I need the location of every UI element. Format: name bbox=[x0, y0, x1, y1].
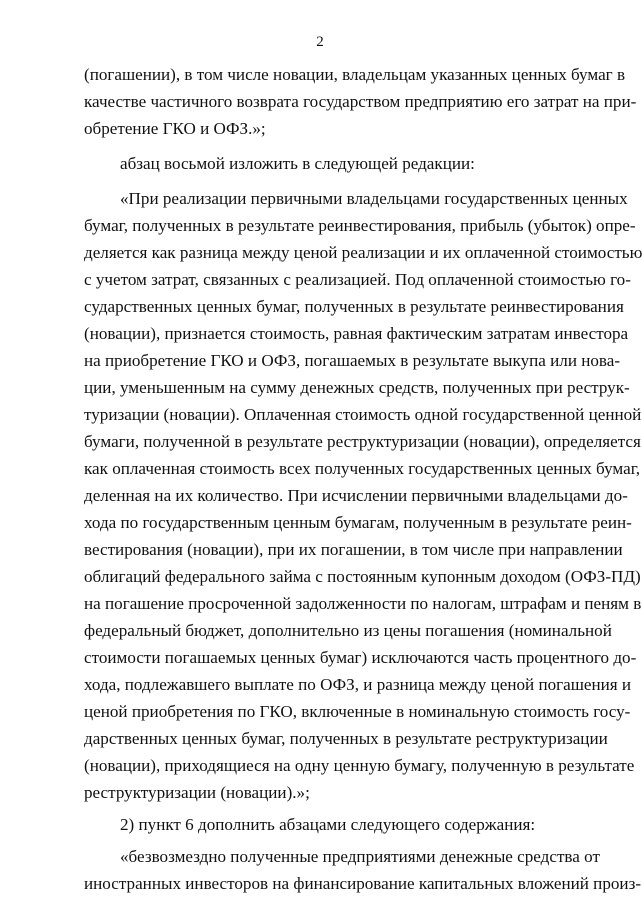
document-body bbox=[84, 61, 642, 897]
text-line: (новации), признается стоимость, равная фактическим затратам инвестора bbox=[84, 324, 629, 343]
text-line: хода по государственным ценным бумагам, полученным в результате реин- bbox=[84, 513, 632, 532]
text-line: «безвозмездно полученные предприятиями денежные средства от bbox=[120, 847, 600, 866]
text-line: (погашении), в том числе новации, владельцам указанных ценных бумаг в bbox=[84, 65, 626, 84]
text-line: облигаций федерального займа с постоянным купонным доходом (ОФЗ-ПД) bbox=[84, 567, 641, 586]
text-line: дарственных ценных бумаг, полученных в результате реструктуризации bbox=[84, 729, 608, 748]
text-line: (новации), приходящиеся на одну ценную бумагу, полученную в результате bbox=[84, 756, 635, 775]
text-line: «При реализации первичными владельцами государственных ценных bbox=[120, 189, 628, 208]
text-line: федеральный бюджет, дополнительно из цены погашения (номинальной bbox=[84, 621, 612, 640]
text-line: обретение ГКО и ОФЗ.»; bbox=[84, 119, 266, 138]
text-line: ценой приобретения по ГКО, включенные в номинальную стоимость госу- bbox=[84, 702, 631, 721]
text-line: качестве частичного возврата государством предприятию его затрат на при- bbox=[84, 92, 637, 111]
text-line: деленная на их количество. При исчислении первичными владельцами до- bbox=[84, 486, 628, 505]
text-line: бумаги, полученной в результате реструктуризации (новации), определяется bbox=[84, 432, 641, 451]
text-line: на приобретение ГКО и ОФЗ, погашаемых в результате выкупа или нова- bbox=[84, 351, 621, 370]
text-line: стоимости погашаемых ценных бумаг) исключаются часть процентного до- bbox=[84, 648, 637, 667]
text-line: абзац восьмой изложить в следующей редакции: bbox=[120, 154, 475, 173]
text-line: туризации (новации). Оплаченная стоимость одной государственной ценной bbox=[84, 405, 642, 424]
page-number: 2 bbox=[316, 34, 324, 50]
text-line: бумаг, полученных в результате реинвестирования, прибыль (убыток) опре- bbox=[84, 216, 636, 235]
text-line: деляется как разница между ценой реализации и их оплаченной стоимостью bbox=[84, 243, 642, 262]
text-line: как оплаченная стоимость всех полученных государственных ценных бумаг, bbox=[84, 459, 641, 478]
text-line: 2) пункт 6 дополнить абзацами следующего содержания: bbox=[120, 815, 536, 834]
text-line: ции, уменьшенным на сумму денежных средств, полученных при реструк- bbox=[84, 378, 630, 397]
text-line: иностранных инвесторов на финансирование капитальных вложений произ- bbox=[84, 874, 642, 893]
text-line: вестирования (новации), при их погашении, в том числе при направлении bbox=[84, 540, 623, 559]
text-line: сударственных ценных бумаг, полученных в результате реинвестирования bbox=[84, 297, 624, 316]
text-line: на погашение просроченной задолженности по налогам, штрафам и пеням в bbox=[84, 594, 642, 613]
text-line: хода, подлежавшего выплате по ОФЗ, и разница между ценой погашения и bbox=[84, 675, 632, 694]
text-line: с учетом затрат, связанных с реализацией. Под оплаченной стоимостью го- bbox=[84, 270, 631, 289]
text-line: реструктуризации (новации).»; bbox=[84, 783, 310, 802]
